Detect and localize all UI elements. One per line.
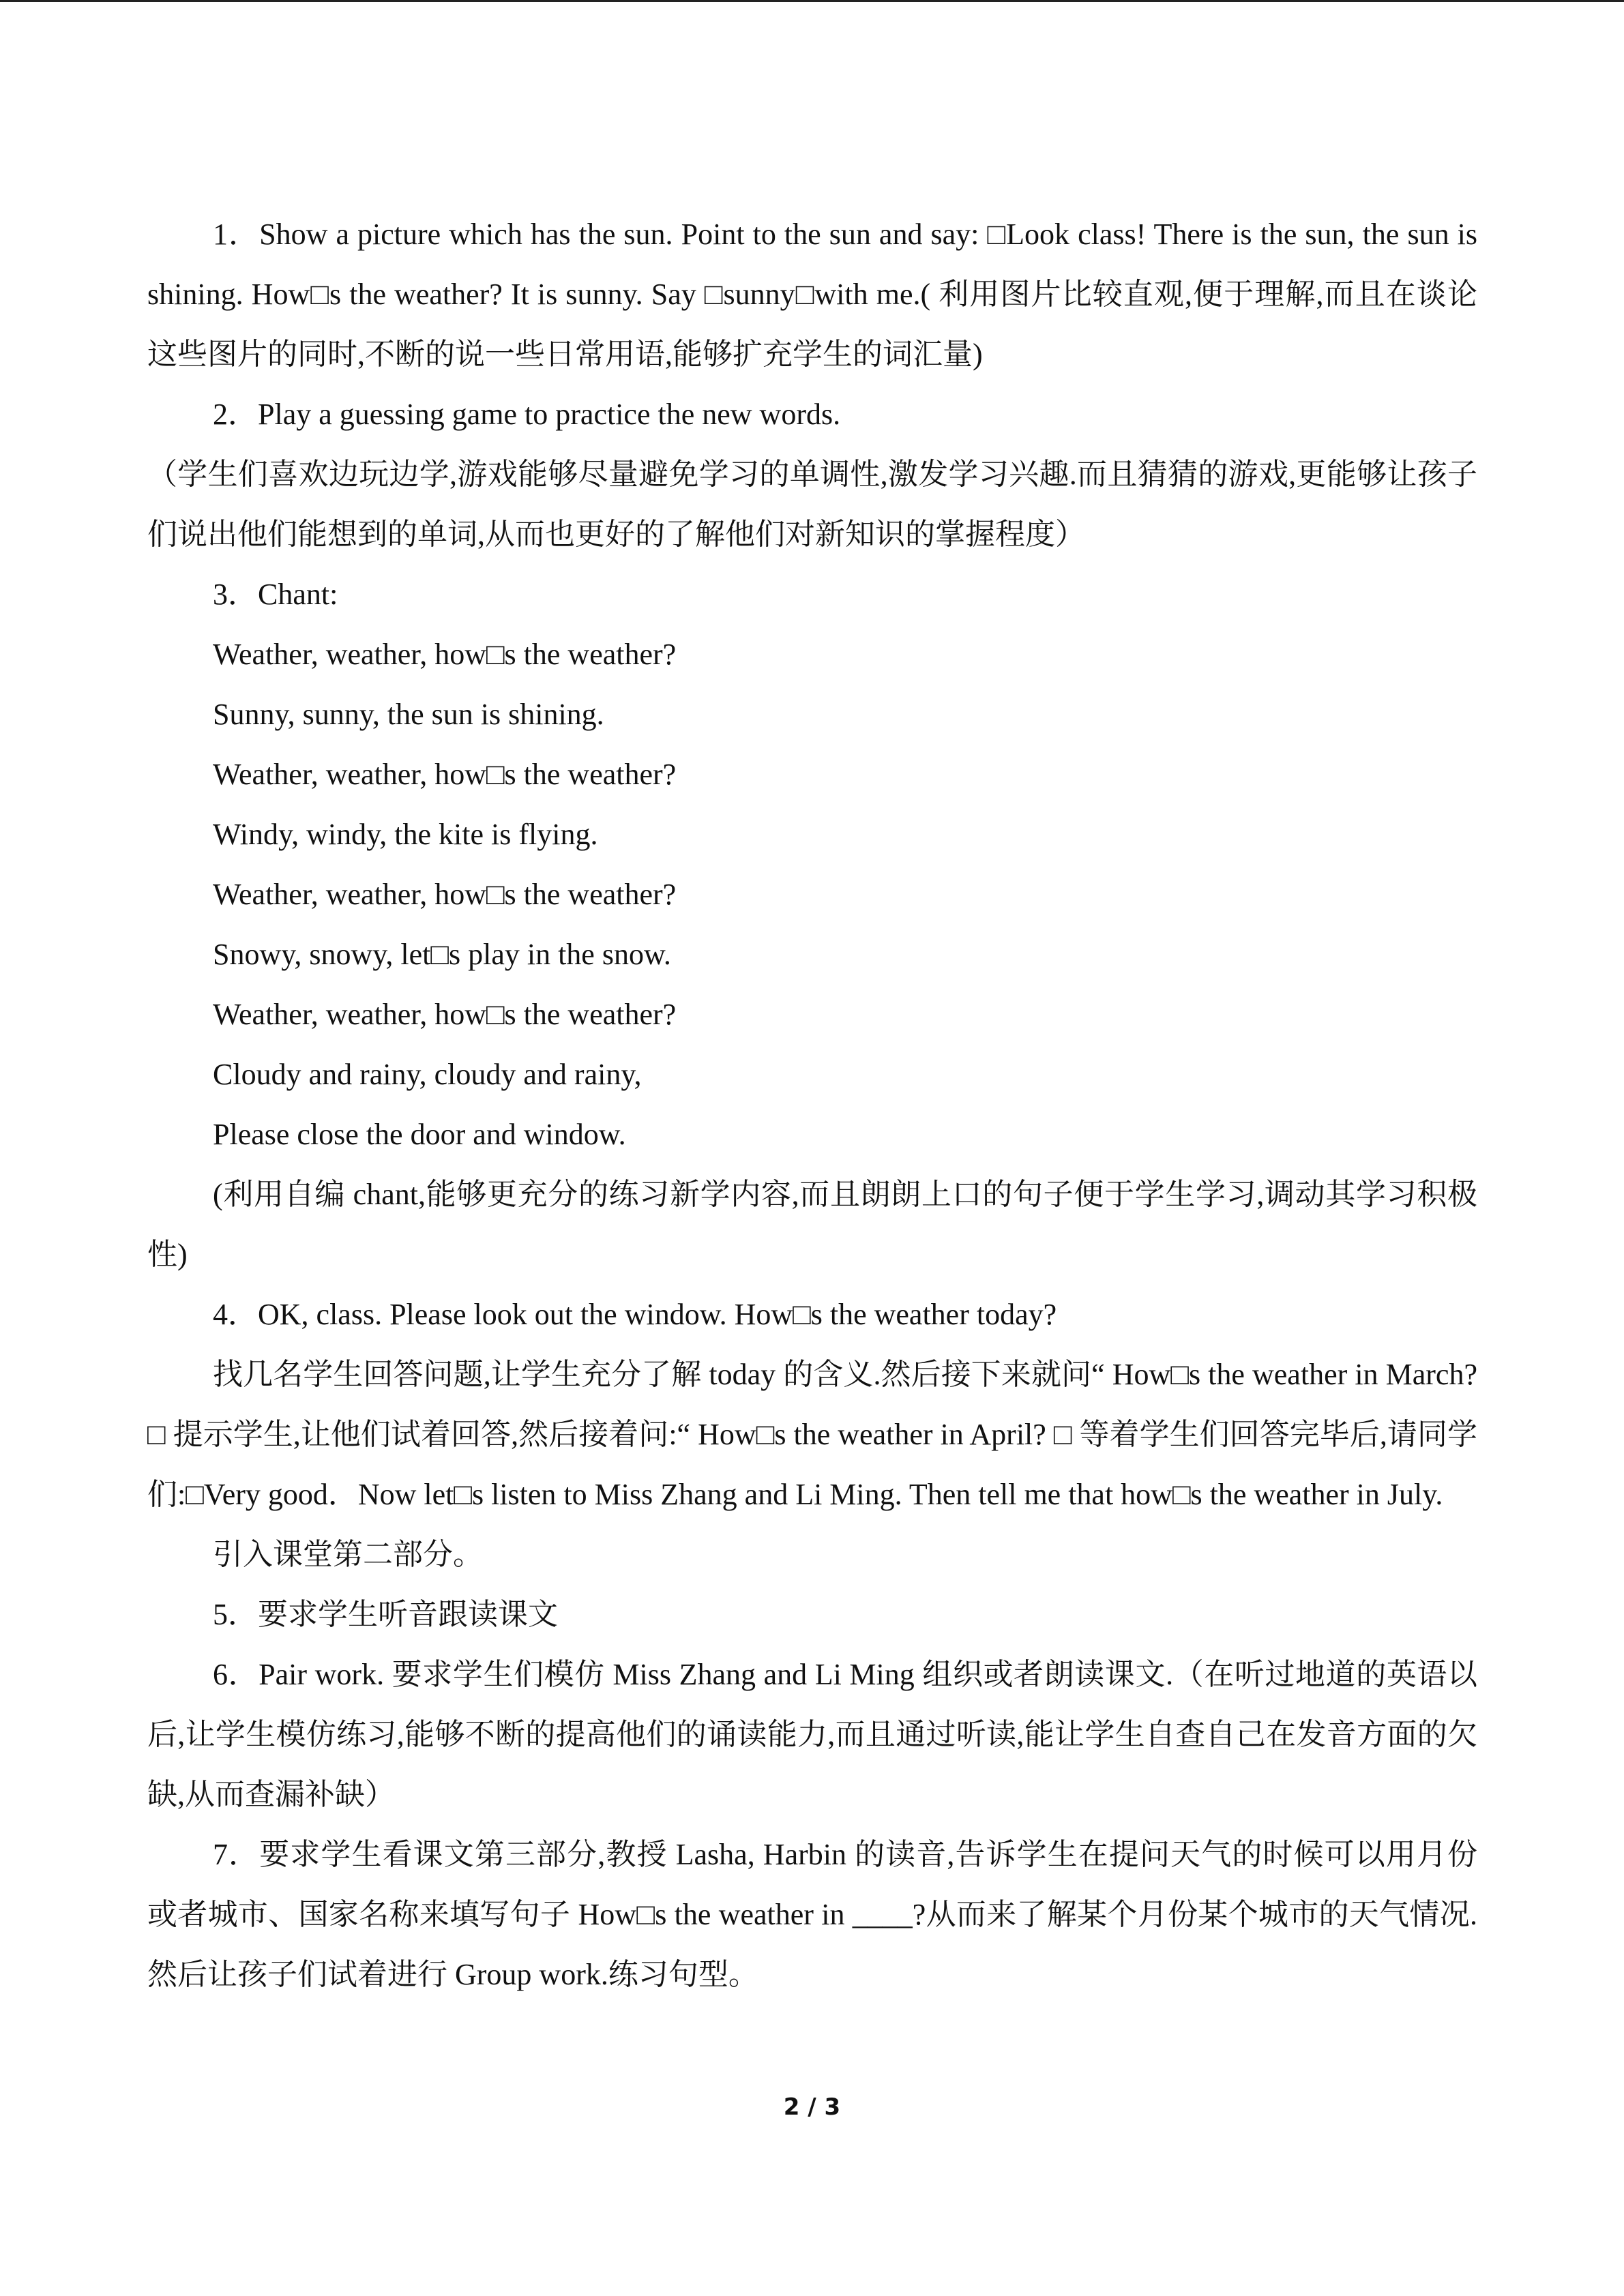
top-border-rule [0, 0, 1624, 2]
paragraph-chant-note: (利用自编 chant,能够更充分的练习新学内容,而且朗朗上口的句子便于学生学习,调动其学习积极性) [147, 1178, 1477, 1271]
chant-line: Windy, windy, the kite is flying. [213, 818, 598, 851]
paragraph-step-6: 6．Pair work. 要求学生们模仿 Miss Zhang and Li Ming 组织或者朗读课文.（在听过地道的英语以后,让学生模仿练习,能够不断的提高他们的诵读能力,而且通过听读,能让学生自查自己在发音方面的欠缺,从而查漏补缺） [147, 1658, 1477, 1811]
paragraph-part-two-intro: 引入课堂第二部分。 [213, 1538, 483, 1571]
paragraph-step-5: 5．要求学生听音跟读课文 [213, 1598, 558, 1631]
paragraph-step-1: 1．Show a picture which has the sun. Point to the sun and say: □Look class! There is the sun, the sun is shining. How□s the weather? It is sunny. Say □sunny□with me.( 利用图片比较直观,便于理解,而且在谈论这些图片的同时,不断的说一些日常用语,能够扩充学生的词汇量) [147, 218, 1477, 371]
chant-line: Please close the door and window. [213, 1118, 626, 1151]
chant-line: Weather, weather, how□s the weather? [213, 998, 677, 1031]
paragraph-step-4-detail: 找几名学生回答问题,让学生充分了解 today 的含义.然后接下来就问“ How□s the weather in March? □ 提示学生,让他们试着回答,然后接着问:“ How□s the weather in April? □ 等着学生们回答完毕后,请同学们:□Very good．Now let□s listen to Miss Zhang and Li Ming. Then tell me that how□s the weather in July. [147, 1358, 1477, 1511]
chant-line: Weather, weather, how□s the weather? [213, 758, 677, 791]
paragraph-step-2-note: （学生们喜欢边玩边学,游戏能够尽量避免学习的单调性,激发学习兴趣.而且猜猜的游戏,更能够让孩子们说出他们能想到的单词,从而也更好的了解他们对新知识的掌握程度） [147, 458, 1477, 551]
chant-line: Sunny, sunny, the sun is shining. [213, 698, 604, 731]
chant-line: Cloudy and rainy, cloudy and rainy, [213, 1058, 642, 1091]
paragraph-step-4: 4．OK, class. Please look out the window. How□s the weather today? [213, 1298, 1057, 1331]
chant-line: Weather, weather, how□s the weather? [213, 878, 677, 911]
page-number: 2 / 3 [783, 2093, 841, 2121]
chant-line: Snowy, snowy, let□s play in the snow. [213, 938, 671, 971]
document-body [147, 205, 1477, 2005]
paragraph-step-3: 3．Chant: [213, 578, 338, 611]
paragraph-step-2: 2．Play a guessing game to practice the new words. [213, 398, 841, 431]
chant-line: Weather, weather, how□s the weather? [213, 638, 677, 671]
paragraph-step-7: 7．要求学生看课文第三部分,教授 Lasha, Harbin 的读音,告诉学生在提问天气的时候可以用月份或者城市、国家名称来填写句子 How□s the weather in ____?从而来了解某个月份某个城市的天气情况.然后让孩子们试着进行 Group work.练习句型。 [147, 1838, 1477, 1991]
